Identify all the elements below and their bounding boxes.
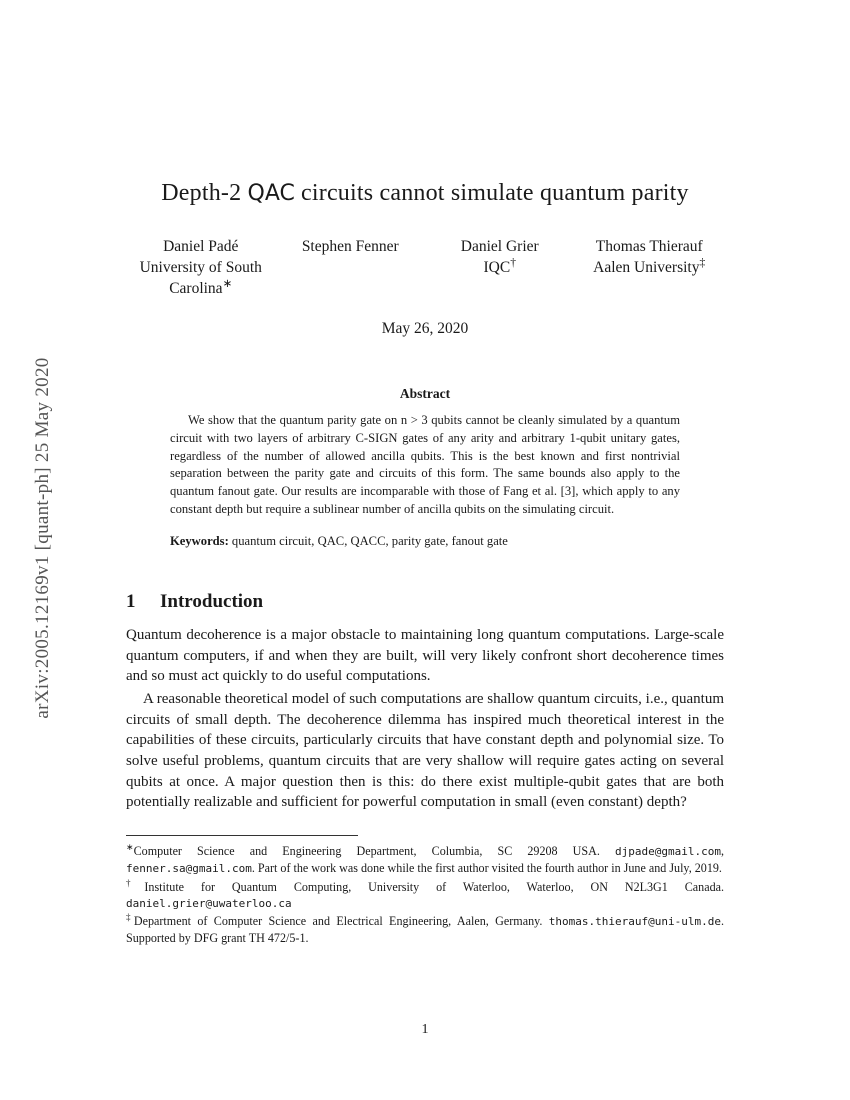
footnote-text: . Supported by DFG grant TH 472/5-1. — [126, 914, 724, 946]
author-name: Stephen Fenner — [301, 238, 399, 255]
author-affiliation-text: University of South Carolina — [139, 258, 262, 297]
author-affiliation-text: Aalen University — [593, 258, 700, 276]
author-affiliation-text: IQC — [483, 258, 511, 276]
body-paragraph: A reasonable theoretical model of such computations are shallow quantum circuits, i.e., quantum circuits of small depth. The decoherence dilemma has inspired much theoretical interest in the capabilities of these circuits, particularly circuits that have constant depth and polynomial size. To solve useful problems, quantum circuits that are very shallow will require gates acting on several qubits at once. A major question then is this: do there exist multiple-qubit gates that are both potentially realizable and sufficient for powerful computation in small (even constant) depth? — [126, 690, 724, 811]
keywords-line — [170, 533, 680, 551]
footnote-email[interactable]: daniel.grier@uwaterloo.ca — [126, 896, 292, 910]
section-number: 1 — [126, 590, 136, 612]
footnote-item — [126, 913, 724, 946]
section-heading — [126, 591, 724, 613]
author-entry — [126, 237, 276, 300]
author-affiliation — [575, 255, 725, 279]
page-title — [126, 180, 724, 207]
footnote-marker: † — [126, 877, 145, 888]
author-affiliation — [425, 255, 575, 279]
author-block — [126, 237, 724, 300]
section-title: Introduction — [160, 590, 264, 612]
abstract-text: We show that the quantum parity gate on n > 3 qubits cannot be cleanly simulated by a quantum circuit with two layers of arbitrary C-SIGN gates of any arity and arbitrary 1-qubit unitary gates, regardless of the number of allowed ancilla qubits. This is the best known and first nontrivial separation between the parity gate and circuits of this form. The same bounds also apply to the quantum fanout gate. Our results are incomparable with those of Fang et al. [3], which apply to any constant depth but require a sublinear number of ancilla qubits on the simulating circuit. — [170, 412, 680, 517]
author-name: Daniel Padé — [163, 238, 239, 255]
footnote-text: Institute for Quantum Computing, University of Waterloo, Waterloo, ON N2L3G1 Canada. — [144, 879, 725, 894]
footnote-email[interactable]: fenner.sa@gmail.com — [126, 861, 252, 875]
body-paragraph: Quantum decoherence is a major obstacle to maintaining long quantum computations. Large-scale quantum computers, if and when they are built, will very likely confront short decoherence times and so must act quickly to do useful computations. — [126, 626, 724, 685]
footnote-item — [126, 879, 724, 912]
footnote-marker: ‡ — [699, 255, 706, 269]
footnote-marker: ‡ — [126, 912, 134, 923]
footnote-item — [126, 843, 724, 876]
author-entry — [575, 237, 725, 300]
footnote-text: Computer Science and Engineering Department, Columbia, SC 29208 USA. — [133, 844, 600, 859]
keywords-label: Keywords: — [170, 534, 229, 549]
footnote-email[interactable]: djpade@gmail.com — [615, 845, 721, 859]
title-part-before: Depth-2 — [161, 180, 248, 206]
author-name: Daniel Grier — [460, 238, 539, 255]
footnote-block — [126, 843, 724, 946]
footnote-separator — [126, 835, 358, 836]
title-part-mono: QAC — [247, 181, 295, 206]
footnote-email[interactable]: thomas.thierauf@uni-ulm.de — [548, 915, 721, 929]
abstract-heading: Abstract — [399, 385, 451, 401]
author-name: Thomas Thierauf — [595, 238, 703, 255]
page-number: 1 — [421, 1022, 429, 1037]
footnote-text: Department of Computer Science and Electrical Engineering, Aalen, Germany. — [133, 914, 543, 929]
footnote-marker: ∗ — [222, 276, 233, 290]
title-part-after: circuits cannot simulate quantum parity — [294, 180, 689, 206]
paper-content — [126, 0, 724, 948]
keywords-text: quantum circuit, QAC, QACC, parity gate, fanout gate — [231, 534, 508, 549]
footnote-marker: ∗ — [126, 842, 134, 853]
footnote-comma: , — [720, 844, 724, 859]
footnote-marker: † — [510, 255, 516, 269]
publication-date: May 26, 2020 — [381, 319, 469, 337]
author-entry — [425, 237, 575, 300]
arxiv-identifier-stamp: arXiv:2005.12169v1 [quant-ph] 25 May 2020 — [32, 357, 53, 719]
footnote-text: . Part of the work was done while the first author visited the fourth author in June and July, 2019. — [251, 860, 722, 875]
author-entry — [276, 237, 426, 300]
author-affiliation — [126, 258, 276, 300]
